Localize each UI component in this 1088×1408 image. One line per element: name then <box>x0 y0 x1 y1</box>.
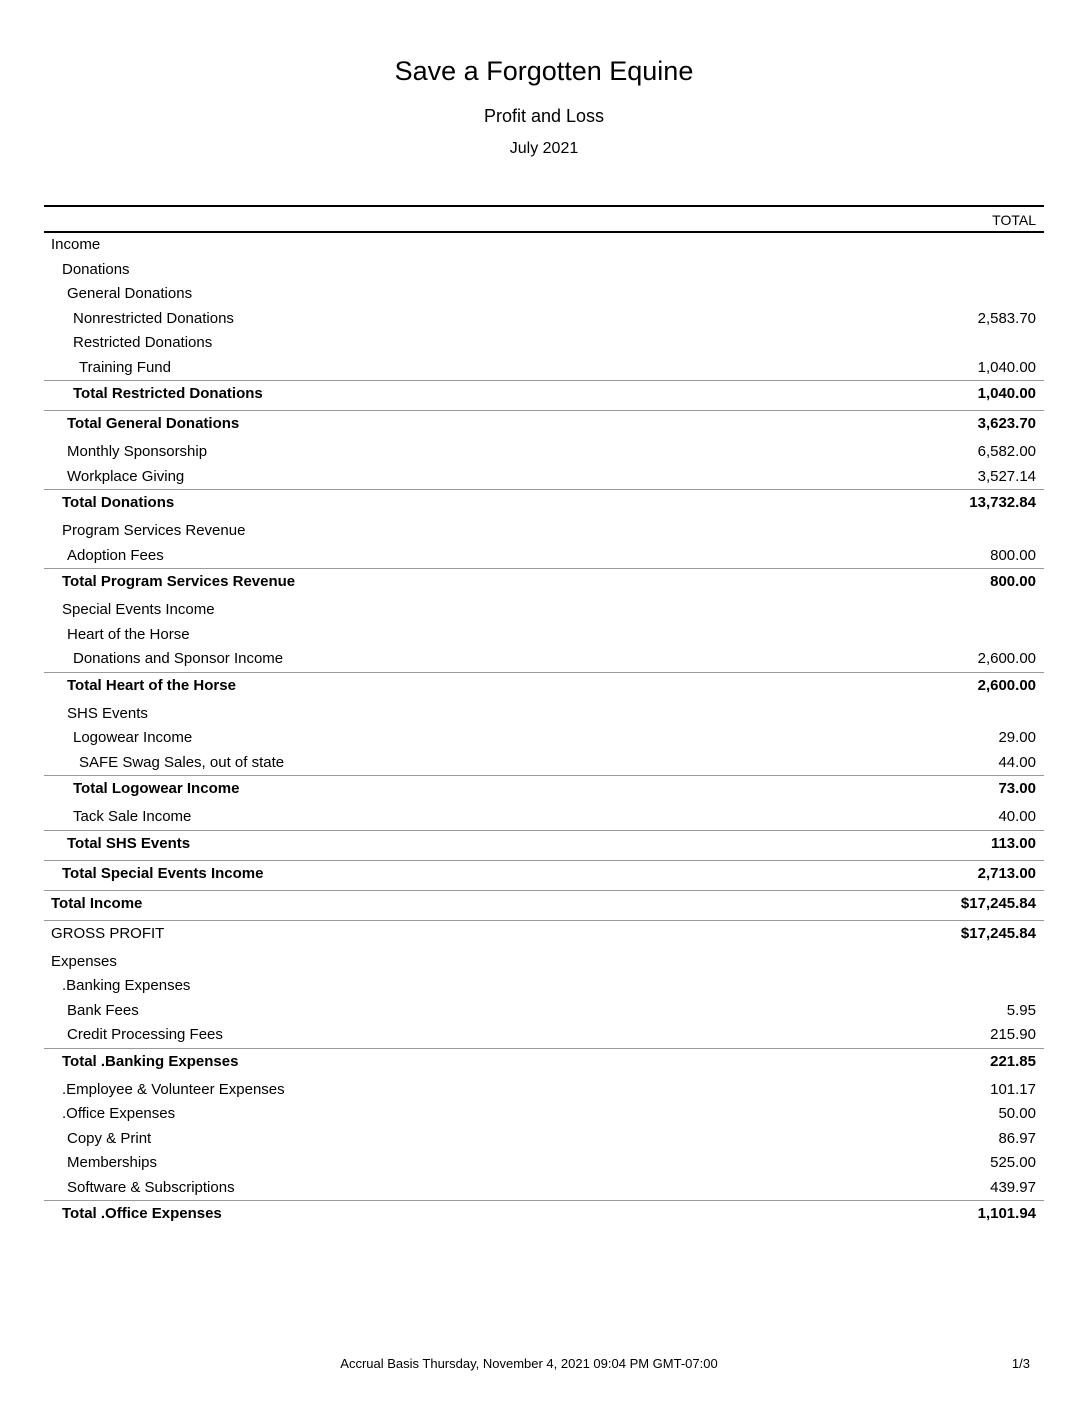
table-body <box>44 233 1044 1226</box>
report-period: July 2021 <box>509 140 579 157</box>
row-label: Program Services Revenue <box>62 522 246 539</box>
row-amount: 40.00 <box>998 808 1036 825</box>
row-amount: 221.85 <box>990 1052 1036 1070</box>
table-row <box>44 598 1044 623</box>
row-amount: 800.00 <box>990 573 1036 590</box>
row-amount: 86.97 <box>998 1129 1036 1147</box>
row-amount: 44.00 <box>998 753 1036 771</box>
row-label: Credit Processing Fees <box>67 1026 223 1043</box>
row-label: Copy & Print <box>67 1129 152 1147</box>
row-amount: 29.00 <box>998 729 1036 746</box>
table-row <box>44 307 1044 332</box>
table-row <box>44 544 1044 569</box>
row-amount: 215.90 <box>990 1026 1036 1043</box>
row-label: Income <box>51 236 101 253</box>
total-row <box>44 860 1044 886</box>
row-label: .Banking Expenses <box>62 977 191 994</box>
table-row <box>44 805 1044 830</box>
row-amount: 2,600.00 <box>977 676 1036 694</box>
row-label: Monthly Sponsorship <box>67 443 208 460</box>
row-amount: 13,732.84 <box>969 494 1036 511</box>
row-label: Nonrestricted Donations <box>73 309 234 327</box>
page-number: 1/3 <box>1011 1356 1030 1371</box>
table-row <box>44 258 1044 283</box>
row-label: Logowear Income <box>73 729 193 746</box>
row-amount: 2,583.70 <box>977 309 1036 327</box>
table-row <box>44 233 1044 258</box>
table-row <box>44 356 1044 381</box>
row-amount: 1,040.00 <box>977 358 1036 376</box>
table-row <box>44 440 1044 465</box>
total-row <box>44 890 1044 916</box>
row-label: Total Program Services Revenue <box>62 573 296 590</box>
row-label: Total Special Events Income <box>62 864 264 882</box>
row-label: Memberships <box>67 1154 158 1171</box>
row-label: Total Income <box>51 894 143 912</box>
table-row <box>44 974 1044 999</box>
row-amount: 101.17 <box>990 1080 1036 1098</box>
row-label: Total Restricted Donations <box>73 385 263 402</box>
row-label: Training Fund <box>79 358 171 376</box>
row-label: Tack Sale Income <box>73 808 192 825</box>
row-amount: 439.97 <box>990 1178 1036 1196</box>
total-row <box>44 489 1044 515</box>
organization-name: Save a Forgotten Equine <box>394 56 694 86</box>
table-row <box>44 519 1044 544</box>
table-row <box>44 282 1044 307</box>
table-row <box>44 1102 1044 1127</box>
row-label: Restricted Donations <box>73 334 213 351</box>
table-row <box>44 331 1044 356</box>
row-amount: 2,713.00 <box>977 864 1036 882</box>
row-label: Total Logowear Income <box>73 780 240 797</box>
total-row <box>44 775 1044 801</box>
row-amount: $17,245.84 <box>960 924 1036 942</box>
table-row <box>44 751 1044 776</box>
report-basis-timestamp: Accrual Basis Thursday, November 4, 2021 09:04 PM GMT-07:00 <box>340 1356 718 1371</box>
table-row <box>44 702 1044 727</box>
table-row <box>44 623 1044 648</box>
profit-loss-table <box>44 205 1044 1226</box>
row-amount: 73.00 <box>998 780 1036 797</box>
total-row <box>44 1048 1044 1074</box>
total-row <box>44 1200 1044 1226</box>
row-label: Bank Fees <box>67 1001 139 1019</box>
table-row <box>44 1151 1044 1176</box>
row-label: Total .Banking Expenses <box>62 1052 239 1070</box>
table-row <box>44 1127 1044 1152</box>
table-header <box>44 207 1044 233</box>
row-label: Total General Donations <box>67 415 240 432</box>
row-label: General Donations <box>67 285 193 302</box>
row-amount: 1,040.00 <box>977 385 1036 402</box>
total-row <box>44 410 1044 436</box>
row-label: Workplace Giving <box>67 467 185 485</box>
row-label: Total .Office Expenses <box>62 1205 222 1222</box>
row-amount: 3,527.14 <box>977 467 1036 485</box>
row-label: Total Donations <box>62 494 175 511</box>
row-amount: 6,582.00 <box>977 443 1036 460</box>
total-column-header: TOTAL <box>992 212 1036 228</box>
total-row <box>44 380 1044 406</box>
total-row <box>44 672 1044 698</box>
row-amount: 3,623.70 <box>977 415 1036 432</box>
total-row <box>44 568 1044 594</box>
row-label: Total SHS Events <box>67 834 191 852</box>
row-label: Donations <box>62 260 130 278</box>
table-row <box>44 999 1044 1024</box>
row-label: Special Events Income <box>62 601 215 618</box>
table-row <box>44 1078 1044 1103</box>
row-label: GROSS PROFIT <box>51 924 165 942</box>
table-row <box>44 647 1044 672</box>
row-amount: 1,101.94 <box>977 1205 1036 1222</box>
table-row <box>44 950 1044 975</box>
total-row <box>44 830 1044 856</box>
table-row <box>44 726 1044 751</box>
row-label: SAFE Swag Sales, out of state <box>79 753 285 771</box>
row-amount: 2,600.00 <box>977 650 1036 667</box>
row-amount: 525.00 <box>990 1154 1036 1171</box>
row-label: .Office Expenses <box>62 1105 176 1122</box>
row-amount: $17,245.84 <box>960 894 1036 912</box>
report-title: Profit and Loss <box>483 106 605 126</box>
row-amount: 5.95 <box>1006 1001 1036 1019</box>
row-label: Total Heart of the Horse <box>67 676 236 694</box>
row-label: .Employee & Volunteer Expenses <box>62 1080 285 1098</box>
row-label: Donations and Sponsor Income <box>73 650 284 667</box>
table-row <box>44 1023 1044 1048</box>
table-row <box>44 1176 1044 1201</box>
row-label: Expenses <box>51 952 117 970</box>
row-label: Software & Subscriptions <box>67 1178 235 1196</box>
row-label: Adoption Fees <box>67 546 164 564</box>
row-amount: 50.00 <box>998 1105 1036 1122</box>
row-label: Heart of the Horse <box>67 625 190 643</box>
row-amount: 113.00 <box>990 834 1036 852</box>
row-label: SHS Events <box>67 704 148 722</box>
table-row <box>44 465 1044 490</box>
row-amount: 800.00 <box>990 546 1036 564</box>
total-row <box>44 920 1044 946</box>
